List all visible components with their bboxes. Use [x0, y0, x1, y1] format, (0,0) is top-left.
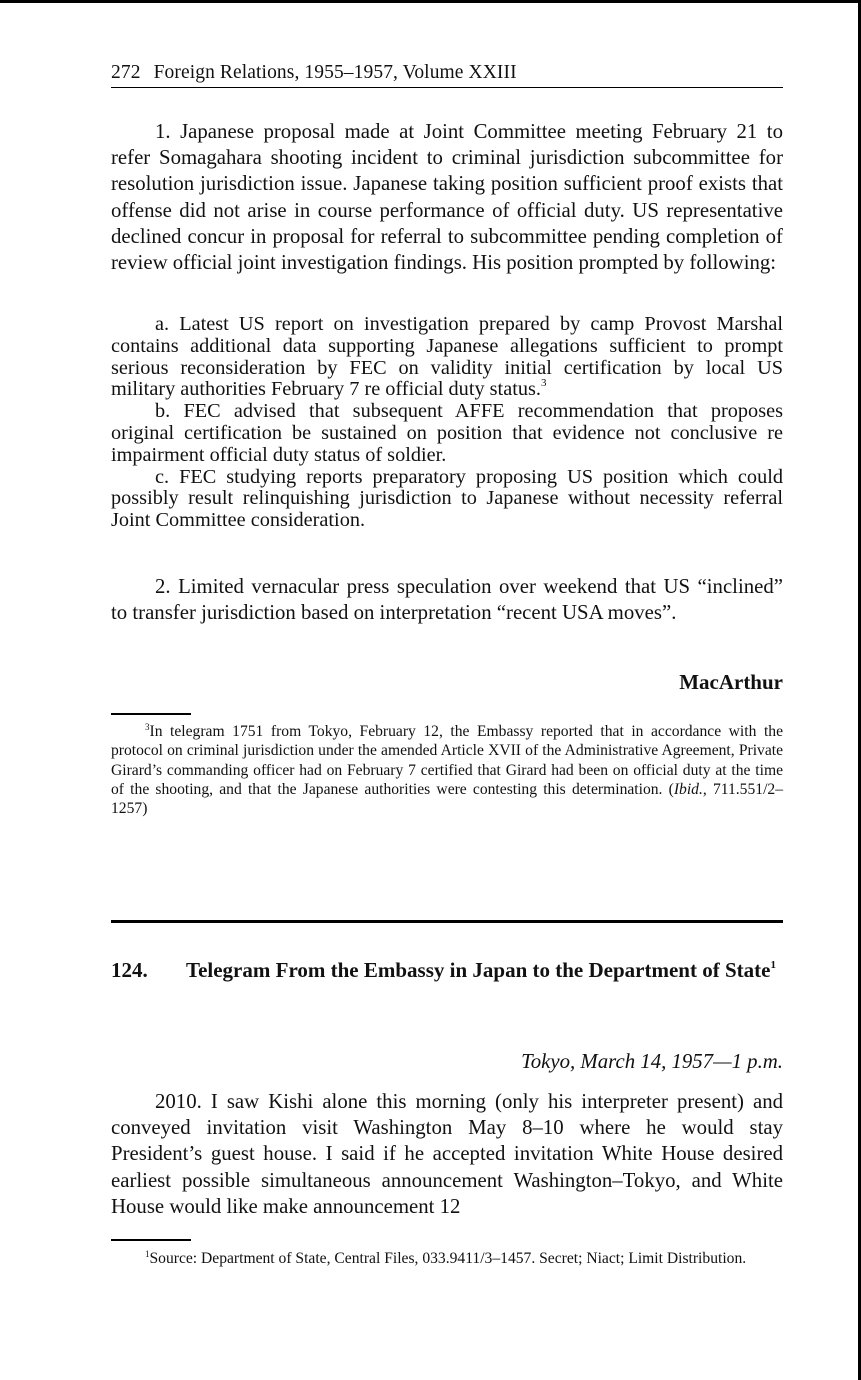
item-c: c. FEC studying reports preparatory proposing US position which could possibly result relinquishing jurisdiction to Japanese without necessity referral Joint Committee consideration. [111, 465, 783, 532]
document-number: 124. [111, 958, 148, 982]
signature: MacArthur [679, 670, 783, 694]
telegram-body [111, 1089, 783, 1220]
item-2-text: 2. Limited vernacular press speculation over weekend that US “inclined” to transfer jurisdiction based on interpretation “recent USA moves”. [111, 575, 783, 625]
section-divider [111, 920, 783, 923]
footnote-1-marker: 1 [145, 1249, 150, 1259]
series-title: Foreign Relations, 1955–1957, Volume XXIII [153, 62, 517, 83]
footnote-rule [111, 713, 191, 715]
item-b: b. FEC advised that subsequent AFFE recommendation that proposes original certification be sustained on position that evidence not conclusive re impairment official duty status of soldier. [111, 400, 783, 466]
footnote-3-citation: , 711.551/2–1257) [111, 780, 783, 818]
telegram-paragraph: 2010. I saw Kishi alone this morning (only his interpreter present) and conveyed invitation visit Washington May 8–10 where he would stay President’s guest house. I said if he accepted invitation White House desired earliest possible simultaneous announcement Washington–Tokyo, and White House would like make announcement 12 [111, 1090, 783, 1218]
footnote-1 [111, 1249, 783, 1268]
paragraph-2 [111, 574, 783, 626]
paragraph-1 [111, 119, 783, 276]
page-top-border [0, 0, 861, 3]
footnote-1-text: Source: Department of State, Central Files, 033.9411/3–1457. Secret; Niact; Limit Distribution. [149, 1250, 747, 1267]
footnote-ref-1: 1 [770, 959, 776, 971]
running-head [111, 62, 783, 88]
item-a-text: a. Latest US report on investigation prepared by camp Provost Marshal contains additional data supporting Japanese allegations sufficient to prompt serious reconsideration by FEC on validity initial certification by local US military authorities February 7 re official duty status. [111, 313, 783, 401]
sub-items [111, 314, 783, 532]
document-title-text: Telegram From the Embassy in Japan to the Department of State [186, 958, 771, 982]
dateline: Tokyo, March 14, 1957—1 p.m. [521, 1050, 783, 1073]
page-number: 272 [111, 62, 141, 83]
footnote-3-text: In telegram 1751 from Tokyo, February 12, the Embassy reported that in accordance with the protocol on criminal jurisdiction under the amended Article XVII of the Administrative Agreement, Private Girard’s commanding officer had on February 7 certified that Girard had been on official duty at the time of the shooting, and that the Japanese authorities were contesting this determination. ( [111, 723, 783, 798]
footnote-rule [111, 1239, 191, 1241]
item-1-text: 1. Japanese proposal made at Joint Committee meeting February 21 to refer Somagahara shooting incident to criminal jurisdiction subcommittee for resolution jurisdiction issue. Japanese taking position sufficient proof exists that offense did not arise in course performance of official duty. US representative declined concur in proposal for referral to subcommittee pending completion of review official joint investigation findings. His position prompted by following: [111, 120, 783, 275]
footnote-3 [111, 722, 783, 818]
document-title [186, 958, 784, 983]
footnote-ref-3: 3 [540, 377, 547, 390]
item-a [111, 314, 783, 401]
footnote-3-ibid: Ibid. [673, 780, 703, 798]
footnote-3-marker: 3 [145, 722, 150, 732]
